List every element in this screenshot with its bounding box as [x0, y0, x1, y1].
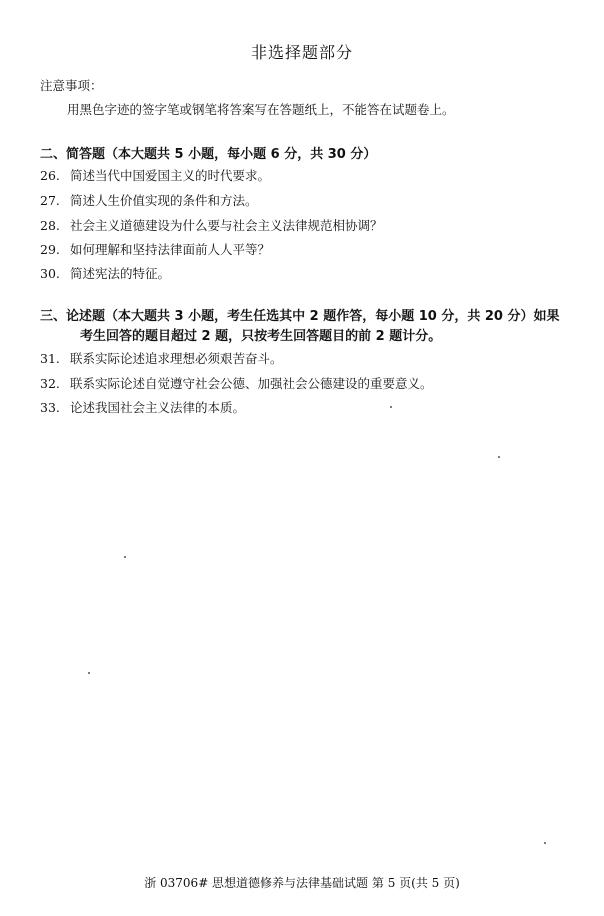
question-number: 28.: [40, 218, 60, 233]
question-text: 联系实际论述自觉遵守社会公德、加强社会公德建设的重要意义。: [70, 376, 433, 391]
notice-text: 用黑色字迹的签字笔或钢笔将答案写在答题纸上，不能答在试题卷上。: [67, 102, 455, 117]
page-footer: 浙 03706# 思想道德修养与法律基础试题 第 5 页(共 5 页): [144, 876, 460, 890]
question-number: 33.: [40, 400, 60, 415]
section-heading-essay: 三、论述题（本大题共 3 小题，考生任选其中 2 题作答，每小题 10 分，共 20 分）如果: [40, 309, 560, 324]
question-text: 论述我国社会主义法律的本质。: [70, 400, 246, 415]
question-number: 32.: [40, 376, 60, 391]
question-26: [40, 166, 270, 184]
page-title: 非选择题部分: [250, 43, 353, 62]
question-30: [40, 264, 170, 282]
question-text: 社会主义道德建设为什么要与社会主义法律规范相协调？: [70, 218, 383, 233]
section-heading-essay-continued: 考生回答的题目超过 2 题，只按考生回答题目的前 2 题计分。: [80, 329, 442, 344]
question-27: [40, 191, 258, 209]
question-33: [40, 398, 245, 416]
question-text: 简述宪法的特征。: [70, 266, 171, 281]
question-31: [40, 349, 283, 367]
question-29: [40, 240, 270, 258]
scan-speck: [124, 556, 126, 558]
question-32: [40, 374, 433, 392]
question-text: 联系实际论述追求理想必须艰苦奋斗。: [70, 351, 283, 366]
notice-label: 注意事项：: [40, 78, 103, 93]
scan-speck: [390, 406, 392, 408]
scan-speck: [544, 842, 546, 844]
question-number: 27.: [40, 193, 60, 208]
scan-speck: [498, 456, 500, 458]
question-number: 29.: [40, 242, 60, 257]
question-text: 如何理解和坚持法律面前人人平等？: [70, 242, 271, 257]
question-28: [40, 216, 383, 234]
scan-speck: [88, 672, 90, 674]
question-number: 30.: [40, 266, 60, 281]
section-heading-short-answer: 二、简答题（本大题共 5 小题，每小题 6 分，共 30 分）: [40, 147, 377, 162]
question-number: 31.: [40, 351, 60, 366]
question-text: 简述当代中国爱国主义的时代要求。: [70, 168, 271, 183]
question-text: 简述人生价值实现的条件和方法。: [70, 193, 258, 208]
question-number: 26.: [40, 168, 60, 183]
